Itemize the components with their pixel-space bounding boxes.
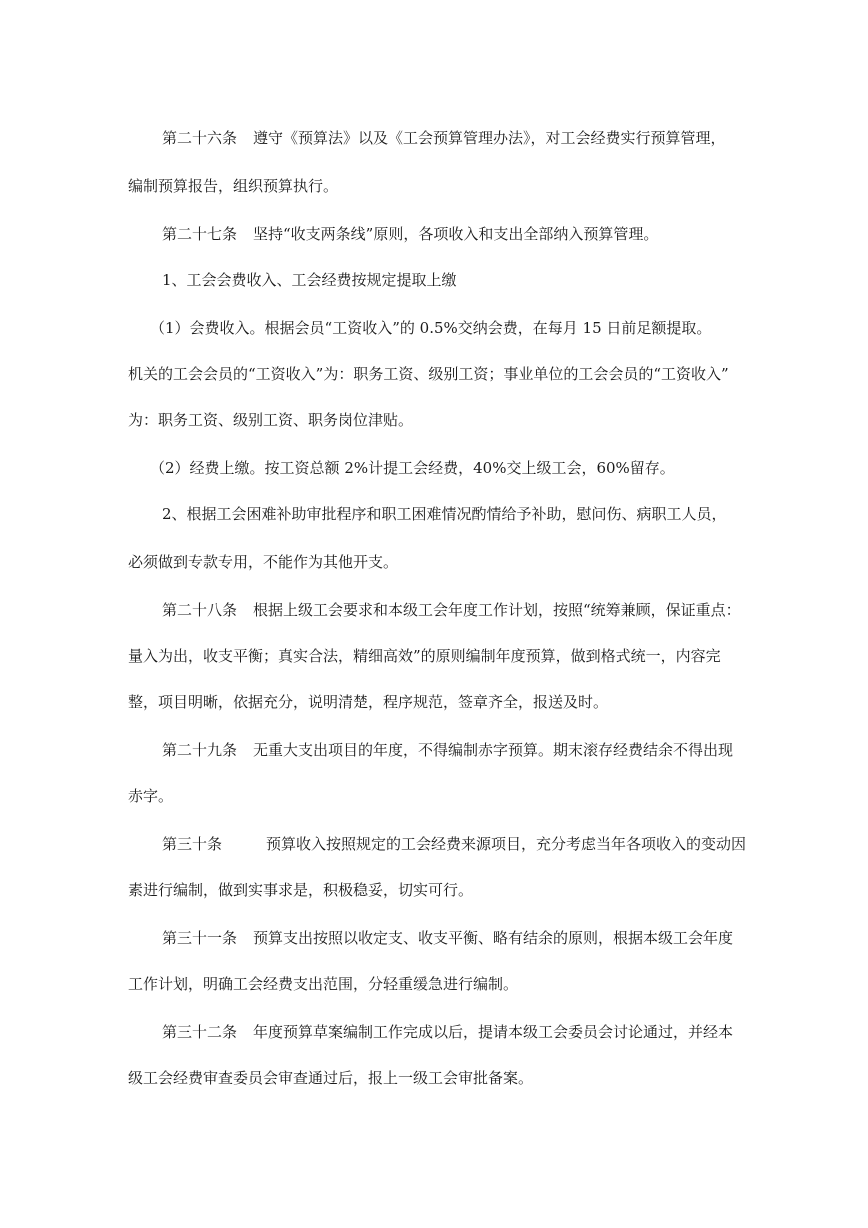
art28-title: 第二十八条 <box>162 601 238 619</box>
art27-sub1-line1: （1）会费收入。根据会员“工资收入”的 0.5%交纳会费，在每月 15 日前足额提取。 <box>150 319 712 337</box>
art29-title: 第二十九条 <box>162 741 238 759</box>
art32-text1: 年度预算草案编制工作完成以后，提请本级工会委员会讨论通过，并经本 <box>253 1023 734 1041</box>
art27-line1 <box>162 224 782 244</box>
art29-line1 <box>162 740 782 760</box>
art27-sub1-line2: 机关的工会会员的“工资收入”为：职务工资、级别工资；事业单位的工会会员的“工资收入” <box>128 365 729 383</box>
art30-line1 <box>162 834 782 854</box>
art31-line2: 工作计划，明确工会经费支出范围，分轻重缓急进行编制。 <box>128 975 519 993</box>
art31-line1 <box>162 928 782 948</box>
art27-text1: 坚持“收支两条线”原则，各项收入和支出全部纳入预算管理。 <box>253 225 659 243</box>
art32-line2: 级工会经费审查委员会审查通过后，报上一级工会审批备案。 <box>128 1069 534 1087</box>
art29-line2: 赤字。 <box>128 787 174 805</box>
art26-text1: 遵守《预算法》以及《工会预算管理办法》，对工会经费实行预算管理， <box>253 129 726 147</box>
art32-title: 第三十二条 <box>162 1023 238 1041</box>
art26-title: 第二十六条 <box>162 129 238 147</box>
art27-item2-line1: 2、根据工会困难补助审批程序和职工困难情况酌情给予补助，慰问伤、病职工人员， <box>162 505 727 523</box>
art32-line1 <box>162 1022 782 1042</box>
art28-line2: 量入为出，收支平衡；真实合法，精细高效”的原则编制年度预算，做到格式统一，内容完 <box>128 647 721 665</box>
art27-sub1-line3: 为：职务工资、级别工资、职务岗位津贴。 <box>128 411 414 429</box>
art26-line1 <box>162 128 782 148</box>
art28-line3: 整，项目明晰，依据充分，说明清楚，程序规范，签章齐全，报送及时。 <box>128 693 609 711</box>
art27-item1: 1、工会会费收入、工会经费按规定提取上缴 <box>162 271 457 289</box>
art28-line1 <box>162 600 782 620</box>
art27-title: 第二十七条 <box>162 225 238 243</box>
art27-sub2-line1: （2）经费上缴。按工资总额 2%计提工会经费，40%交上级工会，60%留存。 <box>150 459 675 477</box>
art30-line2: 素进行编制，做到实事求是，积极稳妥，切实可行。 <box>128 881 474 899</box>
art26-line2: 编制预算报告，组织预算执行。 <box>128 177 339 195</box>
art27-item2-line2: 必须做到专款专用，不能作为其他开支。 <box>128 553 399 571</box>
art30-title: 第三十条 <box>162 835 223 853</box>
art31-text1: 预算支出按照以收定支、收支平衡、略有结余的原则，根据本级工会年度 <box>253 929 734 947</box>
art31-title: 第三十一条 <box>162 929 238 947</box>
art30-text1: 预算收入按照规定的工会经费来源项目，充分考虑当年各项收入的变动因 <box>266 835 747 853</box>
art29-text1: 无重大支出项目的年度，不得编制赤字预算。期末滚存经费结余不得出现 <box>253 741 734 759</box>
art28-text1: 根据上级工会要求和本级工会年度工作计划，按照“统筹兼顾，保证重点： <box>253 601 741 619</box>
